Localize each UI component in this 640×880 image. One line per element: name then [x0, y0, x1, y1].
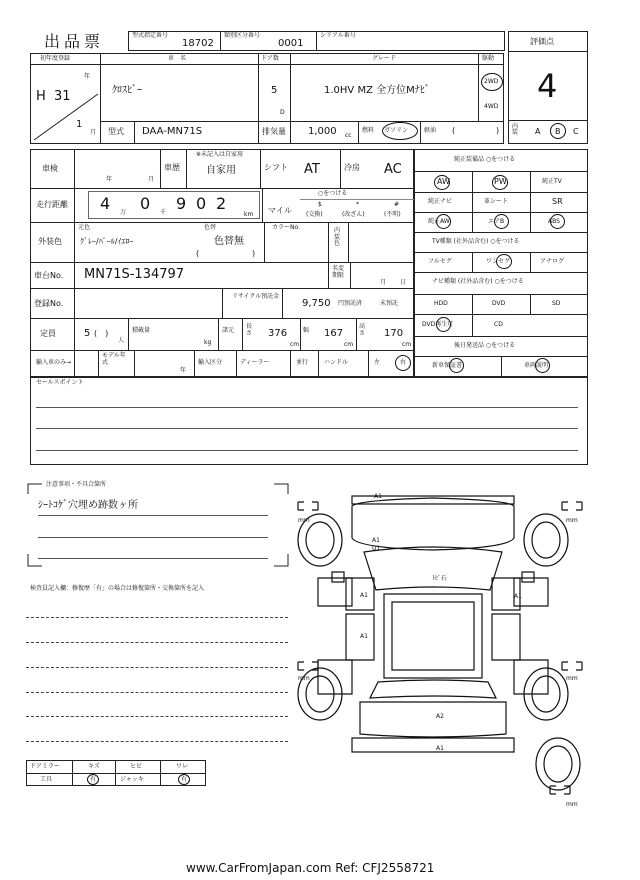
tv-type-title: TV種類 (社外品含む) ○をつける: [432, 238, 520, 245]
interior-color-label: 内装色: [334, 227, 341, 248]
color-no-label: カラーNo.: [272, 224, 300, 231]
mileage-unit: km: [244, 211, 254, 218]
doc-new-warranty-circle: [449, 358, 464, 373]
fuel-light-oil: 軽油: [424, 127, 437, 134]
door-type: D: [280, 109, 285, 116]
equip-pw: PW: [494, 177, 507, 186]
meter-dollar: $: [318, 201, 322, 208]
history-label: 車歴: [164, 163, 180, 172]
mileage-label: 走行距離: [36, 200, 68, 209]
grade-value: 1.0HV MZ 全方位Mﾅﾋﾞ: [324, 85, 430, 96]
category-value: 0001: [278, 38, 304, 49]
capacity-unit: 人: [118, 337, 125, 344]
drive-label: 駆動: [482, 55, 495, 62]
width-label: 幅: [303, 327, 310, 334]
dmg-left-front-door: A1: [360, 592, 368, 599]
meter-hash: #: [394, 201, 400, 208]
model-year-unit: 年: [180, 367, 187, 374]
legend-crack: ヒビ: [130, 763, 143, 770]
navi-dvd: DVD: [492, 300, 506, 307]
type-label: 型式: [108, 127, 124, 136]
oem-equipment-title: 純正装備品 ○をつける: [454, 156, 516, 163]
parallel-option: 並行: [296, 359, 309, 366]
meter-hash-sub: (不明): [384, 211, 401, 218]
tread-spare-unit: mm: [566, 801, 578, 808]
inspection-month-unit: 月: [148, 176, 155, 183]
grade-label: グレード: [372, 55, 397, 62]
notes-bracket: [24, 480, 294, 570]
ac-value: AC: [384, 162, 402, 177]
mileage-digit-4: 0: [196, 194, 207, 213]
reg-no-label: 登録No.: [34, 299, 64, 308]
shift-label: シフト: [264, 163, 288, 172]
serial-label: シリアル番号: [320, 32, 356, 39]
interior-a: A: [535, 127, 541, 136]
displacement-value: 1,000: [308, 126, 337, 137]
drive-4wd: 4WD: [484, 103, 499, 110]
name-change-day: 日: [400, 279, 407, 286]
footer-watermark: www.CarFromJapan.com Ref: CFJ2558721: [186, 861, 435, 875]
model-year-label: モデル年式: [102, 352, 126, 366]
orig-color-label: 元色: [78, 224, 91, 231]
interior-label: 内装: [512, 123, 519, 136]
mileage-digit-box: [88, 191, 260, 219]
legend-jack: ジャッキ: [120, 776, 144, 783]
recycle-value: 9,750: [302, 298, 331, 309]
dmg-left-rear-door: A1: [360, 633, 368, 640]
notes-line-1: ｼｰﾄｺｹﾞ穴埋め跡数ヶ所: [38, 500, 138, 511]
meter-mile: マイル: [268, 206, 292, 215]
doc-manual-circle: [535, 358, 550, 373]
recycle-unit: 円預託済: [338, 300, 363, 307]
legend-scratch: キズ: [88, 763, 100, 770]
mileage-digit-3: 9: [176, 194, 187, 213]
drive-2wd: 2WD: [484, 78, 499, 85]
dmg-rear-a2: A2: [436, 713, 444, 720]
width-value: 167: [324, 328, 344, 339]
mileage-digit-2: 0: [140, 194, 151, 213]
height-value: 170: [384, 328, 404, 339]
length-value: 376: [268, 328, 288, 339]
shift-value: AT: [304, 162, 320, 177]
navi-sd: SD: [552, 300, 561, 307]
handle-right: 右: [400, 359, 407, 366]
equip-abs: ABS: [548, 218, 560, 225]
equip-aw2-circle: [436, 214, 451, 229]
legend-jack-available: 有: [181, 776, 188, 783]
meter-note: ○をつける: [318, 190, 348, 197]
legend-jack-circle: [178, 774, 190, 785]
handle-left: 左: [374, 359, 381, 366]
equip-sr: SR: [552, 197, 563, 206]
name-change-month: 月: [380, 279, 387, 286]
history-note: ※未記入は自家用: [196, 151, 244, 158]
equip-airbag-circle: [494, 214, 509, 229]
mileage-digit-5: 2: [216, 194, 227, 213]
equip-tv: 純正TV: [542, 178, 562, 185]
fuel-gasoline: ガソリン: [384, 127, 409, 134]
score-value: 4: [537, 67, 558, 105]
tread-front-right-unit: mm: [566, 517, 578, 524]
category-label: 類別区分番号: [224, 32, 261, 39]
interior-b: B: [555, 127, 561, 136]
fuel-label: 燃料: [362, 127, 375, 134]
model-designation-value: 18702: [182, 38, 214, 49]
car-name-label: 車 名: [168, 55, 187, 62]
displacement-unit: cc: [345, 132, 352, 139]
reg-era: H: [36, 89, 46, 104]
tv-oneseg-circle: [496, 254, 512, 269]
equip-aw: AW: [437, 177, 450, 186]
reg-year-unit: 年: [84, 73, 91, 80]
length-label: 長さ: [246, 323, 253, 337]
displacement-label: 排気量: [262, 127, 286, 136]
sales-point-box: [30, 377, 588, 465]
equip-pw-circle: [492, 175, 508, 190]
equip-abs-circle: [550, 214, 565, 229]
reg-month-unit: 月: [90, 129, 97, 136]
capacity-value: 5: [84, 328, 91, 339]
legend-tool-available: 有: [90, 776, 97, 783]
navi-cd: CD: [494, 321, 503, 328]
drive-2wd-circle: [481, 73, 503, 91]
docs-title: 後日発送品 ○をつける: [454, 342, 516, 349]
fuel-gasoline-circle: [382, 122, 418, 140]
interior-c: C: [573, 127, 579, 136]
handle-right-circle: [395, 355, 411, 371]
navi-type-title: ナビ種類 (社外品含む) ○をつける: [432, 278, 524, 285]
color-change-label: 色替: [204, 224, 217, 231]
dmg-rear-bumper: A1: [436, 745, 444, 752]
tread-front-left-unit: mm: [298, 517, 310, 524]
height-unit: cm: [402, 341, 412, 348]
inspection-label: 車検: [42, 164, 58, 173]
capacity-label: 定員: [40, 329, 56, 338]
import-class-label: 輸入区分: [198, 359, 223, 366]
ac-label: 冷房: [344, 163, 360, 172]
first-reg-label: 初年度登録: [40, 55, 71, 62]
dmg-hood-u1: U1: [372, 545, 381, 552]
mileage-man-unit: 万: [120, 209, 127, 216]
mileage-digit-1: 4: [100, 194, 111, 213]
notes-title: 注意事項・不具合箇所: [46, 481, 107, 488]
doors-value: 5: [271, 85, 278, 96]
inspector-label: 検査員記入欄：修復歴「有」の場合は修復箇所・交換箇所を記入: [30, 585, 205, 592]
recycle-label: リサイクル預託金: [232, 293, 280, 300]
tread-rear-right-unit: mm: [566, 675, 578, 682]
legend-tool: 工具: [40, 776, 53, 783]
sheet-title: 出品票: [44, 32, 105, 51]
dmg-windshield: ﾄﾋﾞ石: [432, 575, 448, 582]
tread-rear-left-unit: mm: [298, 675, 310, 682]
handle-label: ハンドル: [324, 359, 349, 366]
color-paren-open: (: [196, 249, 200, 258]
interior-b-circle: [550, 123, 566, 139]
doc-new-warranty: 新車保証書: [432, 362, 463, 369]
import-label: 輸入車のみ→: [36, 359, 72, 366]
legend-mirror: ドアミラー: [30, 763, 60, 770]
size-label: 諸元: [222, 327, 235, 334]
reg-month: 1: [76, 119, 83, 130]
chassis-label: 車台No.: [34, 271, 64, 280]
inspection-year-unit: 年: [106, 176, 113, 183]
legend-tool-circle: [87, 774, 99, 785]
dmg-front-bumper: A1: [374, 493, 382, 500]
equip-navi: 純正ナビ: [428, 198, 453, 205]
mileage-sen-unit: 千: [160, 209, 167, 216]
color-change-value: 色替無: [214, 236, 244, 247]
orig-color-value: ｸﾞﾚｰ/ﾊﾟｰﾙ/ｲｴﾛｰ: [80, 237, 134, 246]
name-change-label: 名変期限: [332, 265, 345, 279]
capacity-paren: ( ): [94, 329, 109, 338]
width-unit: cm: [344, 341, 354, 348]
equip-leather: 革シート: [484, 198, 509, 205]
length-unit: cm: [290, 341, 300, 348]
recycle-unpaid: 未預託: [380, 300, 399, 307]
dealer-option: ディーラー: [240, 359, 270, 366]
tv-fullseg: フルセグ: [428, 258, 452, 265]
color-paren-close: ): [252, 249, 256, 258]
history-value: 自家用: [206, 165, 236, 176]
meter-dollar-sub: (交換): [306, 211, 323, 218]
doc-manual: 車両説明: [524, 362, 549, 369]
sales-point-label: セールスポイント: [36, 379, 84, 386]
tv-oneseg: ワンセグ: [486, 258, 511, 265]
equip-aw-circle: [434, 175, 450, 190]
color-label: 外装色: [38, 237, 62, 246]
height-label: 高さ: [359, 323, 366, 337]
dmg-hood-a1: A1: [372, 537, 380, 544]
type-value: DAA-MN71S: [142, 126, 203, 137]
reg-year: 31: [54, 89, 71, 104]
equip-aw2: 純正AW: [428, 218, 450, 225]
model-designation-label: 型式指定番号: [132, 32, 169, 39]
fuel-paren-close: ): [496, 126, 500, 135]
car-damage-diagram: [288, 482, 598, 812]
navi-dvd-play-circle: [436, 317, 451, 332]
load-label: 積載量: [132, 327, 151, 334]
chassis-value: MN71S-134797: [84, 267, 185, 282]
fuel-paren-open: (: [452, 126, 456, 135]
meter-star: *: [356, 201, 359, 208]
navi-hdd: HDD: [434, 300, 448, 307]
meter-star-sub: (改ざん): [342, 211, 365, 218]
car-name-value: ｸﾛｽﾋﾞｰ: [112, 85, 142, 96]
dmg-right-front-door: A1: [514, 593, 522, 600]
tv-analog: アナログ: [540, 258, 565, 265]
equip-airbag: エアB: [488, 218, 505, 225]
navi-dvd-play: DVD再生可: [422, 321, 454, 328]
load-unit: kg: [204, 339, 212, 346]
doors-label: ドア数: [261, 55, 279, 62]
legend-break: ワレ: [176, 763, 189, 770]
score-label: 評価点: [530, 37, 554, 46]
